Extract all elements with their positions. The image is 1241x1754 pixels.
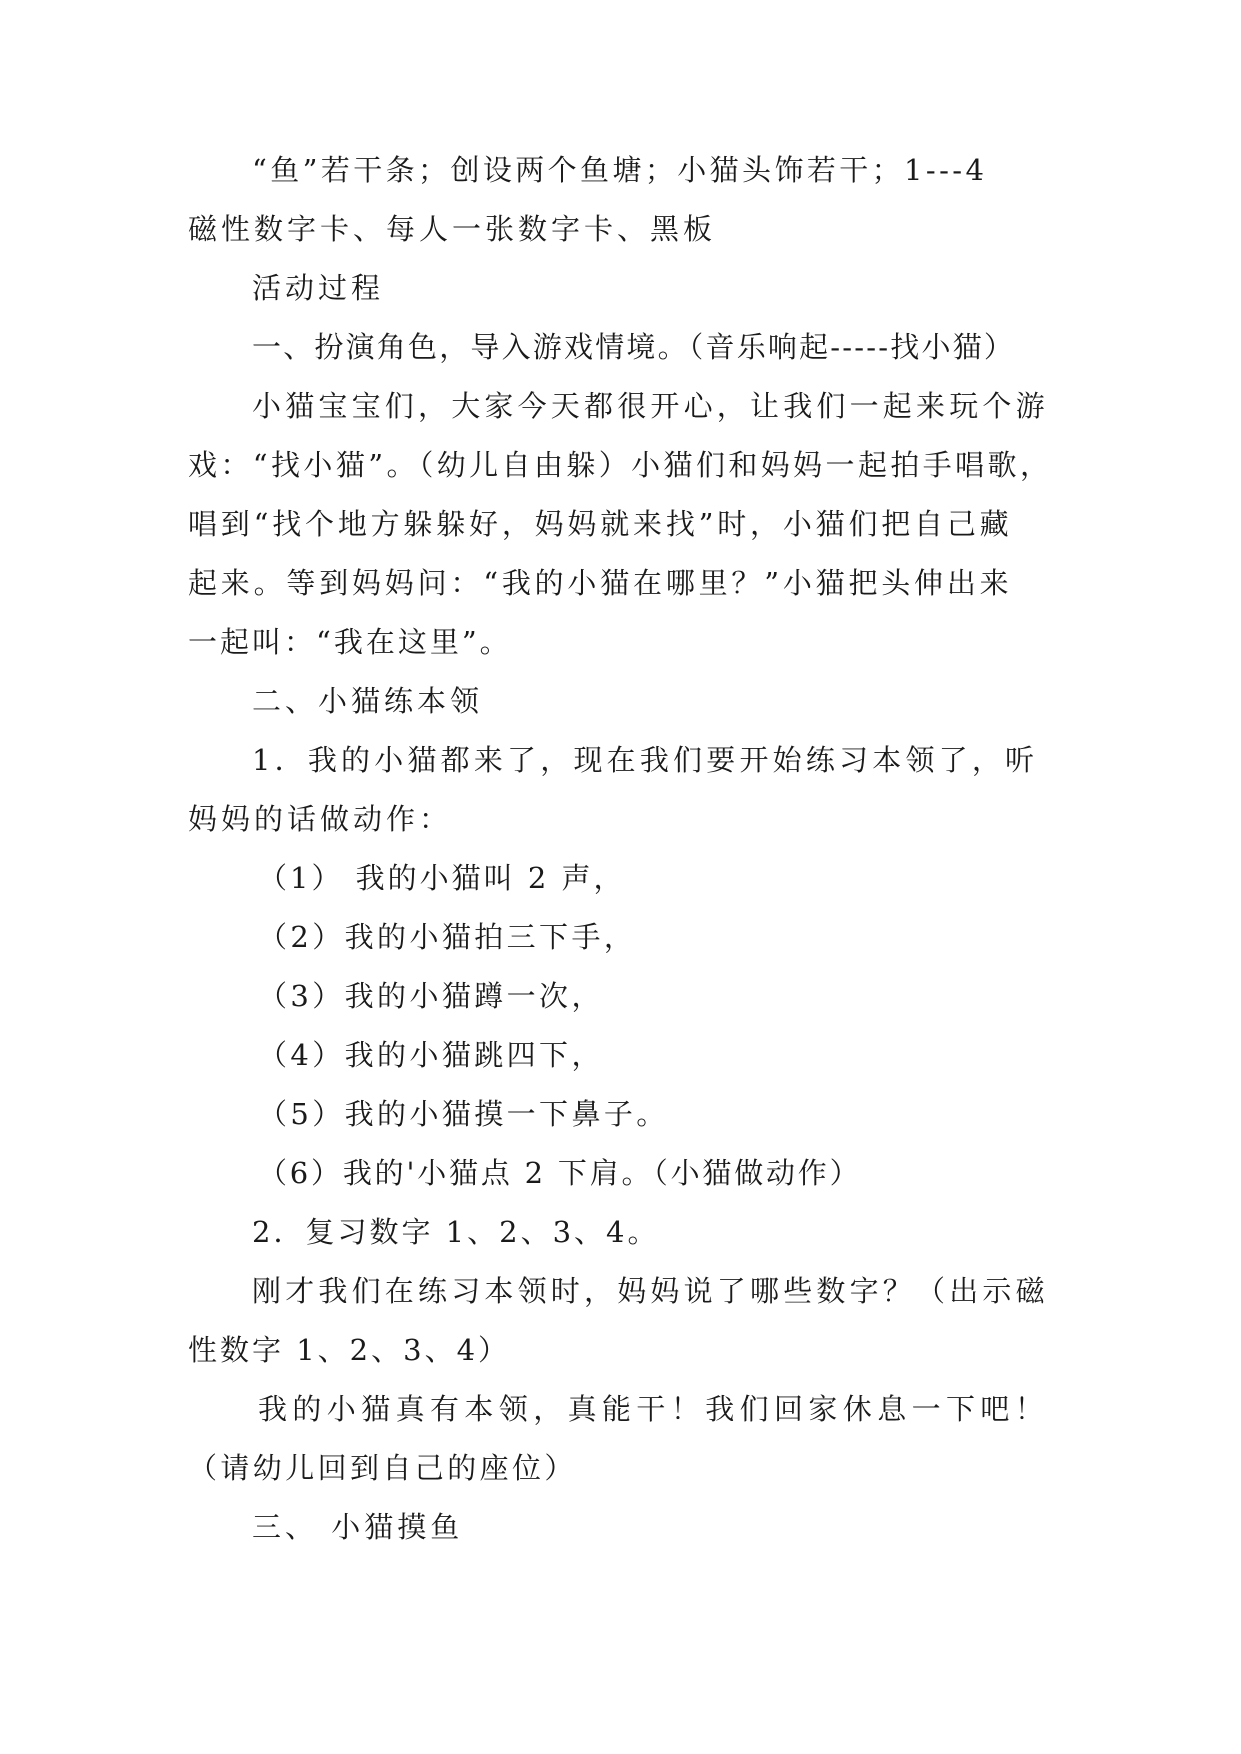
section-heading-2: 二、小猫练本领 [252, 684, 484, 718]
paragraph-line: 戏：“找小猫”。（幼儿自由躲）小猫们和妈妈一起拍手唱歌， [188, 448, 1053, 482]
section-heading-1: 一、扮演角色，导入游戏情境。（音乐响起-----找小猫） [252, 330, 1016, 364]
paragraph-line: 刚才我们在练习本领时，妈妈说了哪些数字？（出示磁 [252, 1274, 1049, 1308]
list-item: （2）我的小猫拍三下手， [258, 920, 637, 954]
paragraph-line: 我的小猫真有本领，真能干！我们回家休息一下吧！ [258, 1392, 1050, 1426]
section-heading-process: 活动过程 [252, 271, 385, 305]
paragraph-line: 起来。等到妈妈问：“我的小猫在哪里？”小猫把头伸出来 [188, 566, 1013, 600]
paragraph-line: 小猫宝宝们，大家今天都很开心，让我们一起来玩个游 [252, 389, 1049, 423]
list-item: （6）我的'小猫点 2 下肩。（小猫做动作） [258, 1156, 862, 1190]
materials-line-2: 磁性数字卡、每人一张数字卡、黑板 [188, 212, 717, 246]
materials-line-1: “鱼”若干条；创设两个鱼塘；小猫头饰若干；1---4 [252, 153, 988, 187]
list-item: （5）我的小猫摸一下鼻子。 [258, 1097, 669, 1131]
paragraph-line: （请幼儿回到自己的座位） [188, 1451, 577, 1485]
paragraph-line: 性数字 1、2、3、4） [188, 1333, 511, 1367]
paragraph-line: 1．我的小猫都来了，现在我们要开始练习本领了，听 [252, 743, 1039, 777]
paragraph-line: 妈妈的话做动作： [188, 802, 453, 836]
paragraph-line: 一起叫：“我在这里”。 [188, 625, 512, 659]
list-item: （4）我的小猫跳四下， [258, 1038, 604, 1072]
paragraph-line: 2．复习数字 1、2、3、4。 [252, 1215, 660, 1249]
paragraph-line: 唱到“找个地方躲躲好，妈妈就来找”时，小猫们把自己藏 [188, 507, 1013, 541]
section-heading-3: 三、 小猫摸鱼 [252, 1510, 464, 1544]
list-item: （3）我的小猫蹲一次， [258, 979, 604, 1013]
list-item: （1） 我的小猫叫 2 声， [258, 861, 626, 895]
